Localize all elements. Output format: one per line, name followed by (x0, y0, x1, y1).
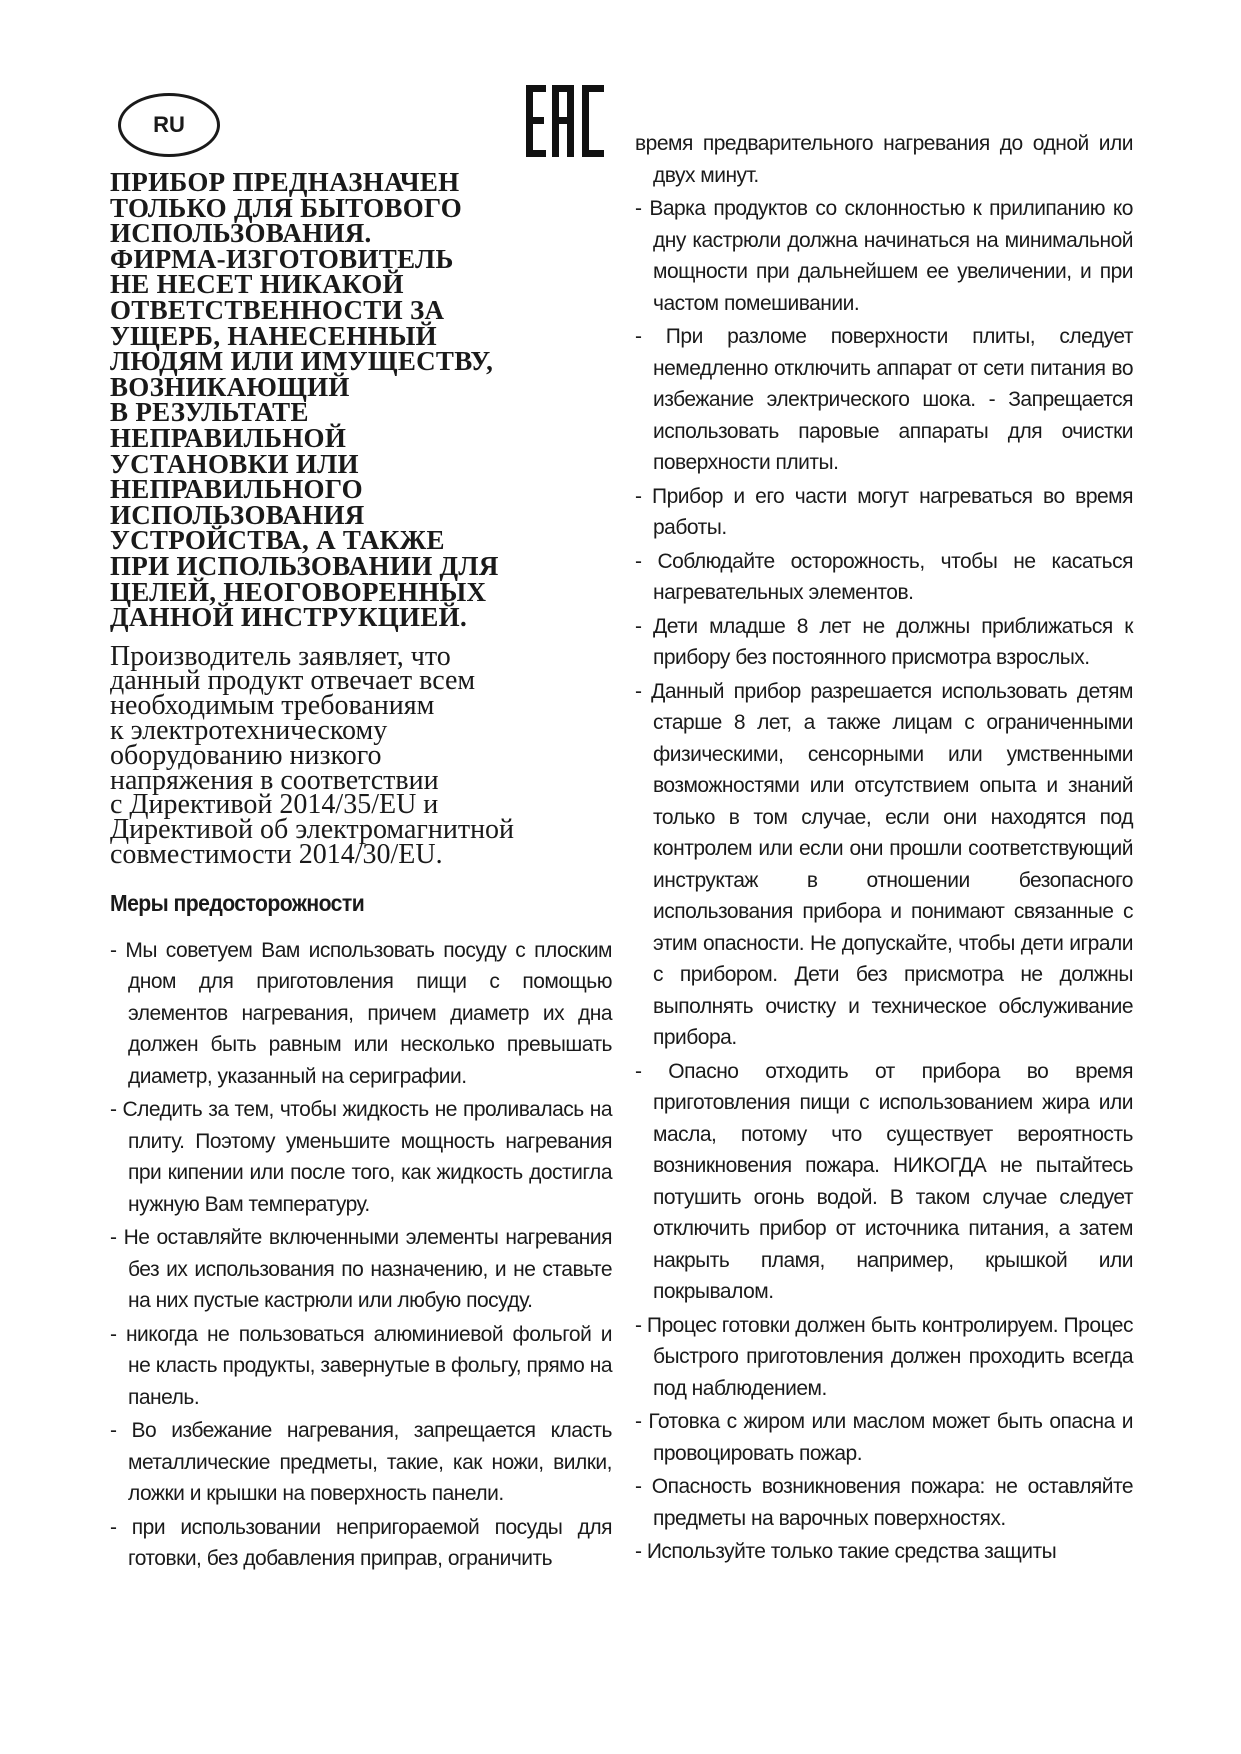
precaution-item: - Данный прибор разрешается использовать детям старше 8 лет, а также лицам с ограниченными физическими, сенсорными или умственными возможностями или отсутствием опыта и знаний только в том случае, если они находятся под контролем или если они прошли соответствующий инструктаж в отношении безопасного использования прибора и понимают связанные с этим опасности. Не допускайте, чтобы дети играли с прибором. Дети без присмотра не должны выполнять очистку и техническое обслуживание прибора. (635, 679, 1133, 1049)
warning-line: ПРИБОР ПРЕДНАЗНАЧЕН (110, 167, 460, 197)
warning-line: ОТВЕТСТВЕННОСТИ ЗА (110, 294, 445, 325)
warning-line: ДАННОЙ ИНСТРУКЦИЕЙ. (110, 602, 468, 633)
precautions-heading: Меры предосторожности (110, 889, 365, 916)
precaution-item: - Варка продуктов со склонностью к прилипанию ко дну кастрюли должна начинаться на минимальной мощности при дальнейшем ее увеличении, и при частом помешивании. (635, 197, 1133, 315)
language-badge: RU (118, 93, 220, 157)
warning-line: ЦЕЛЕЙ, НЕОГОВОРЕННЫХ (110, 576, 487, 607)
warning-line: В РЕЗУЛЬТАТЕ (110, 397, 309, 428)
precaution-item: - При разломе поверхности плиты, следует немедленно отключить аппарат от сети питания во избежание электрического шока. - Запрещается использовать паровые аппараты для очистки поверхности плиты. (635, 325, 1133, 474)
warning-line: ЛЮДЯМ ИЛИ ИМУЩЕСТВУ, (110, 346, 494, 377)
warning-line: ФИРМА-ИЗГОТОВИТЕЛЬ (110, 243, 454, 274)
conformity-declaration (110, 640, 612, 871)
precaution-item: - Готовка с жиром или маслом может быть опасна и провоцировать пожар. (635, 1410, 1133, 1465)
eac-certification-mark (526, 85, 604, 157)
right-column (635, 128, 1133, 1570)
precaution-item: - Не оставляйте включенными элементы нагревания без их использования по назначению, и не ставьте на них пустые кастрюли или любую посуду. (110, 1226, 612, 1313)
warning-line: УСТРОЙСТВА, А ТАКЖЕ (110, 525, 445, 556)
precaution-item: - Прибор и его части могут нагреваться во время работы. (635, 484, 1133, 539)
warning-line: ИСПОЛЬЗОВАНИЯ (110, 499, 365, 530)
precaution-item: - Опасность возникновения пожара: не оставляйте предметы на варочных поверхностях. (635, 1475, 1133, 1530)
precaution-item: - Используйте только такие средства защиты (635, 1540, 1057, 1563)
precaution-item: время предварительного нагревания до одной или двух минут. (635, 132, 1133, 187)
warning-line: ТОЛЬКО ДЛЯ БЫТОВОГО (110, 192, 463, 223)
declaration-line: необходимым требованиям (110, 690, 435, 722)
warning-block (110, 167, 612, 633)
warning-line: НЕ НЕСЕТ НИКАКОЙ (110, 269, 404, 300)
declaration-line: к электротехническому (110, 715, 388, 747)
declaration-line: оборудованию низкого (110, 739, 382, 771)
declaration-line: с Директивой 2014/35/EU и (110, 789, 439, 821)
declaration-line: совместимости 2014/30/EU. (110, 839, 443, 871)
left-column (110, 167, 612, 1577)
precaution-item: - Соблюдайте осторожность, чтобы не касаться нагревательных элементов. (635, 549, 1133, 604)
declaration-line: данный продукт отвечает всем (110, 665, 476, 697)
warning-line: ПРИ ИСПОЛЬЗОВАНИИ ДЛЯ (110, 550, 499, 581)
warning-line: НЕПРАВИЛЬНОГО (110, 474, 363, 505)
declaration-line: Директивой об электромагнитной (110, 814, 515, 846)
precaution-item: - при использовании непригораемой посуды для готовки, без добавления приправ, ограничить (110, 1515, 612, 1571)
declaration-line: напряжения в соответствии (110, 764, 439, 796)
warning-line: УСТАНОВКИ ИЛИ (110, 448, 359, 479)
warning-line: УЩЕРБ, НАНЕСЕННЫЙ (110, 320, 437, 351)
precaution-item: - Дети младше 8 лет не должны приближаться к прибору без постоянного присмотра взрослых. (635, 614, 1133, 669)
warning-line: ИСПОЛЬЗОВАНИЯ. (110, 218, 372, 249)
warning-line: НЕПРАВИЛЬНОЙ (110, 422, 347, 453)
precaution-item: - Опасно отходить от прибора во время приготовления пищи с использованием жира или масла, потому что существует вероятность возникновения пожара. НИКОГДА не пытайтесь потушить огонь водой. В таком случае следует отключить прибор от источника питания, а затем накрыть пламя, например, крышкой или покрывалом. (635, 1059, 1133, 1303)
precaution-item: - Во избежание нагревания, запрещается класть металлические предметы, такие, как ножи, вилки, ложки и крышки на поверхность панели. (110, 1419, 612, 1506)
precaution-item: - Следить за тем, чтобы жидкость не проливалась на плиту. Поэтому уменьшите мощность нагревания при кипении или после того, как жидкость достигла нужную Вам температуру. (110, 1098, 612, 1216)
declaration-line: Производитель заявляет, что (110, 640, 451, 672)
warning-line: ВОЗНИКАЮЩИЙ (110, 371, 350, 402)
precaution-item: - Мы советуем Вам использовать посуду с плоским дном для приготовления пищи с помощью элементов нагревания, причем диаметр их дна должен быть равным или несколько превышать диаметр, указанный на сериграфии. (110, 938, 612, 1088)
precaution-item: - Процес готовки должен быть контролируем. Процес быстрого приготовления должен проходить всегда под наблюдением. (635, 1313, 1133, 1400)
precaution-item: - никогда не пользоваться алюминиевой фольгой и не класть продукты, завернутые в фольгу, прямо на панель. (110, 1322, 612, 1409)
